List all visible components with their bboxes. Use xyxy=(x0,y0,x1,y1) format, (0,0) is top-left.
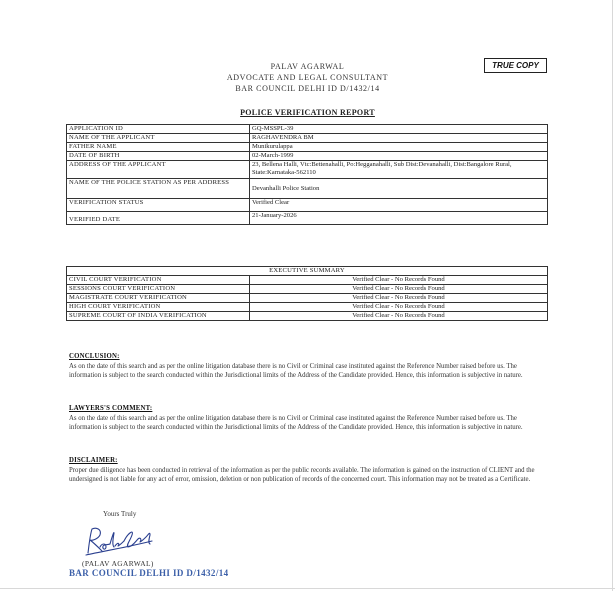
bar-council-id: BAR COUNCIL DELHI ID D/1432/14 xyxy=(69,568,229,578)
summary-value: Verified Clear - No Records Found xyxy=(250,294,548,303)
table-row xyxy=(67,276,548,285)
detail-value: Verified Clear xyxy=(250,199,548,212)
summary-value: Verified Clear - No Records Found xyxy=(250,285,548,294)
advocate-bar-id: BAR COUNCIL DELHI ID D/1432/14 xyxy=(235,84,380,93)
detail-value: RAGHAVENDRA BM xyxy=(250,134,548,143)
report-title: POLICE VERIFICATION REPORT xyxy=(240,108,375,117)
detail-value: 02-March-1999 xyxy=(250,152,548,161)
yours-truly: Yours Truly xyxy=(103,510,137,518)
table-row xyxy=(67,161,548,179)
detail-label: VERIFIED DATE xyxy=(67,212,250,225)
table-row xyxy=(67,285,548,294)
table-row xyxy=(67,125,548,134)
detail-value: Devanhalli Police Station xyxy=(250,179,548,199)
summary-value: Verified Clear - No Records Found xyxy=(250,276,548,285)
page-edge-bottom xyxy=(0,588,615,589)
conclusion-section xyxy=(69,352,547,381)
summary-value: Verified Clear - No Records Found xyxy=(250,303,548,312)
table-row xyxy=(67,152,548,161)
summary-label: MAGISTRATE COURT VERIFICATION xyxy=(67,294,250,303)
detail-value: 23, Bellena Halli, Vtc:Bettenahalli, Po:Hegganahalli, Sub Dist:Devanahalli, Dist:Bangalore Rural, State:Karnataka-562110 xyxy=(250,161,548,179)
summary-heading: EXECUTIVE SUMMARY xyxy=(67,267,548,276)
table-row xyxy=(67,294,548,303)
disclaimer-heading: DISCLAIMER: xyxy=(69,457,118,464)
true-copy-stamp: TRUE COPY xyxy=(484,58,547,73)
summary-label: HIGH COURT VERIFICATION xyxy=(67,303,250,312)
conclusion-heading: CONCLUSION: xyxy=(69,353,120,360)
detail-label: VERIFICATION STATUS xyxy=(67,199,250,212)
disclaimer-section xyxy=(69,456,547,485)
detail-label: NAME OF THE POLICE STATION AS PER ADDRESS xyxy=(67,179,250,199)
detail-label: DATE OF BIRTH xyxy=(67,152,250,161)
summary-label: SUPREME COURT OF INDIA VERIFICATION xyxy=(67,312,250,321)
summary-label: SESSIONS COURT VERIFICATION xyxy=(67,285,250,294)
table-row xyxy=(67,143,548,152)
conclusion-text: As on the date of this search and as per the online litigation database there is no Civil or Criminal case instituted against the Reference Number raised before us. The information is subject to the search conducted within the Jurisdictional limits of the Address of the Candidate provided. Hence, this information is subjective in nature. xyxy=(69,362,523,379)
detail-label: ADDRESS OF THE APPLICANT xyxy=(67,161,250,179)
table-row xyxy=(67,134,548,143)
lawyers-comment-section xyxy=(69,404,547,433)
lawyers-comment-heading: LAWYERS'S COMMENT: xyxy=(69,405,153,412)
signature-image xyxy=(80,523,160,559)
detail-label: FATHER NAME xyxy=(67,143,250,152)
summary-value: Verified Clear - No Records Found xyxy=(250,312,548,321)
detail-value: Munikurulappa xyxy=(250,143,548,152)
table-row xyxy=(67,267,548,276)
applicant-details-table xyxy=(66,124,548,225)
table-row xyxy=(67,303,548,312)
signer-name: (PALAV AGARWAL) xyxy=(82,559,154,568)
detail-label: APPLICATION ID xyxy=(67,125,250,134)
detail-value: 21-January-2026 xyxy=(250,212,548,225)
table-row xyxy=(67,179,548,199)
detail-label: NAME OF THE APPLICANT xyxy=(67,134,250,143)
table-row xyxy=(67,212,548,225)
table-row xyxy=(67,312,548,321)
summary-label: CIVIL COURT VERIFICATION xyxy=(67,276,250,285)
executive-summary-table xyxy=(66,266,548,321)
disclaimer-text: Proper due diligence has been conducted in retrieval of the information as per the public records available. The information is gained on the instruction of CLIENT and the undersigned is not liable for any act of error, omission, deletion or non publication of records of the concerned court. This information may not be treated as a Certificate. xyxy=(69,466,535,483)
detail-value: GQ-MSSPL-39 xyxy=(250,125,548,134)
table-row xyxy=(67,199,548,212)
advocate-name: PALAV AGARWAL xyxy=(270,62,345,71)
advocate-title: ADVOCATE AND LEGAL CONSULTANT xyxy=(226,73,389,82)
lawyers-comment-text: As on the date of this search and as per the online litigation database there is no Civil or Criminal case instituted against the Reference Number raised before us. The information is subject to the search conducted within the Jurisdictional limits of the Address of the Candidate provided. Hence, this information is subjective in nature. xyxy=(69,414,523,431)
